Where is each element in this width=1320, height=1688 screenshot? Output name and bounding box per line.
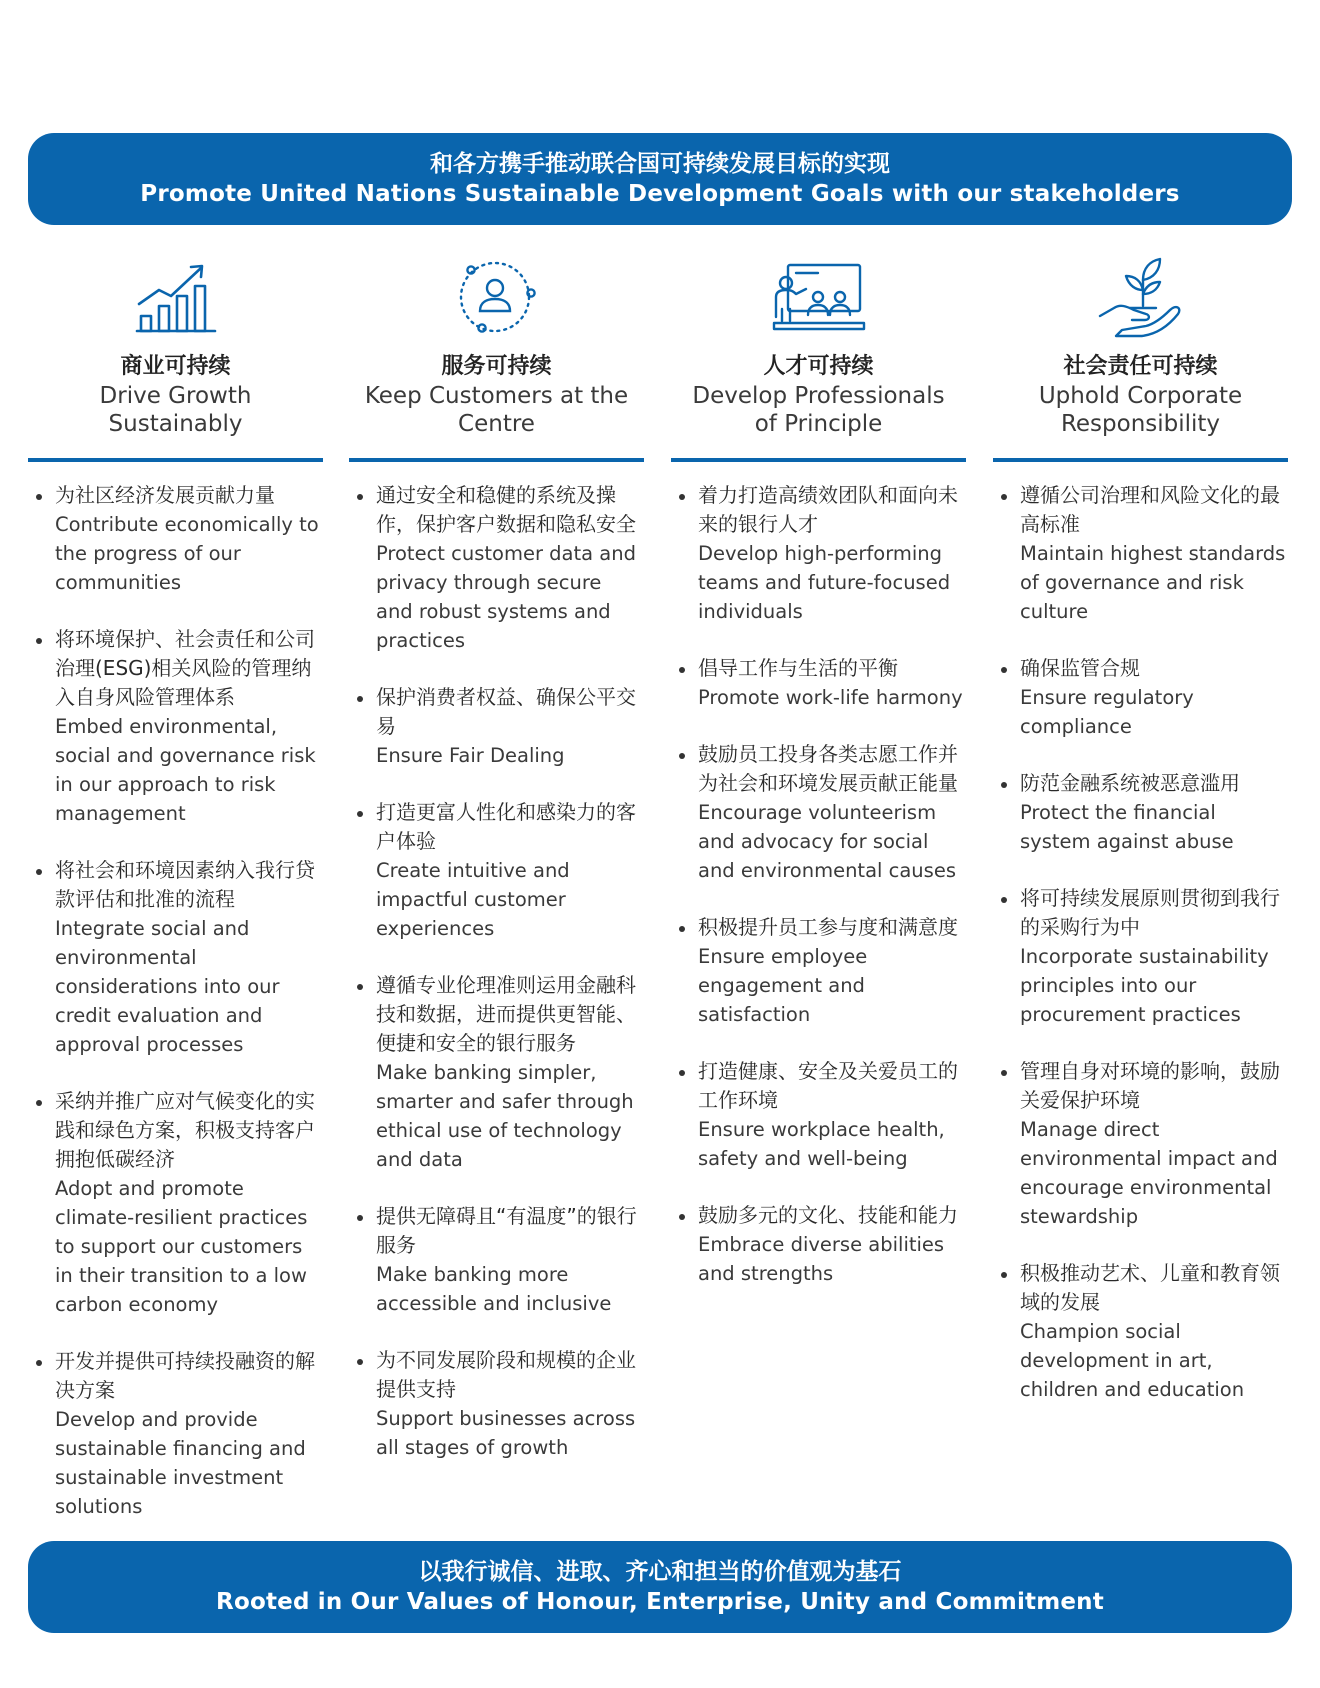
list-item (671, 913, 966, 1029)
item-text-zh: 积极推动艺术、儿童和教育领域的发展 (1020, 1261, 1280, 1314)
bullet-icon (36, 869, 42, 875)
item-text-zh: 鼓励多元的文化、技能和能力 (698, 1203, 958, 1227)
item-text-zh: 将社会和环境因素纳入我行贷款评估和批准的流程 (55, 858, 315, 911)
item-text-en: Make banking simpler, smarter and safer through ethical use of technology and data (376, 1061, 634, 1171)
item-text-zh: 积极提升员工参与度和满意度 (698, 915, 958, 939)
customer-centre-icon (455, 257, 539, 337)
top-banner-title-zh: 和各方携手推动联合国可持续发展目标的实现 (430, 151, 890, 177)
item-text-zh: 将环境保护、社会责任和公司治理(ESG)相关风险的管理纳入自身风险管理体系 (55, 627, 315, 709)
list-item (671, 1201, 966, 1288)
pillar-bullet-list (671, 481, 966, 1288)
item-text-en: Develop and provide sustainable financing and sustainable investment solutions (55, 1408, 306, 1518)
item-text-en: Protect the financial system against abuse (1020, 801, 1234, 853)
item-text-en: Embed environmental, social and governance risk in our approach to risk management (55, 715, 316, 825)
item-text-zh: 通过安全和稳健的系统及操作，保护客户数据和隐私安全 (376, 483, 636, 536)
bottom-banner-title-zh: 以我行诚信、进取、齐心和担当的价值观为基石 (418, 1559, 902, 1585)
list-item (28, 481, 323, 597)
pillar-title-en: Develop Professionals of Principle (692, 383, 945, 437)
item-text-zh: 开发并提供可持续投融资的解决方案 (55, 1349, 315, 1402)
list-item (993, 1057, 1288, 1231)
bullet-icon (357, 494, 363, 500)
pillar-bullet-list (993, 481, 1288, 1404)
growth-chart-icon (135, 260, 217, 334)
list-item (671, 654, 966, 712)
item-text-zh: 管理自身对环境的影响，鼓励关爱保护环境 (1020, 1059, 1280, 1112)
bullet-icon (679, 1070, 685, 1076)
item-text-en: Create intuitive and impactful customer experiences (376, 859, 570, 940)
bullet-icon (36, 638, 42, 644)
item-text-en: Champion social development in art, children and education (1020, 1320, 1245, 1401)
bullet-icon (36, 1100, 42, 1106)
item-text-zh: 确保监管合规 (1020, 656, 1140, 680)
list-item (28, 1347, 323, 1521)
list-item (671, 740, 966, 885)
list-item (349, 683, 644, 770)
item-text-en: Promote work-life harmony (698, 686, 963, 709)
item-text-zh: 倡导工作与生活的平衡 (698, 656, 898, 680)
item-text-zh: 采纳并推广应对气候变化的实践和绿色方案，积极支持客户拥抱低碳经济 (55, 1089, 315, 1171)
presentation-board-icon (772, 261, 866, 333)
pillar-title-en: Uphold Corporate Responsibility (1038, 383, 1243, 437)
item-text-zh: 鼓励员工投身各类志愿工作并为社会和环境发展贡献正能量 (698, 742, 958, 795)
pillar-title-en: Drive Growth Sustainably (99, 383, 252, 437)
bullet-icon (36, 1360, 42, 1366)
item-text-en: Encourage volunteerism and advocacy for social and environmental causes (698, 801, 956, 882)
pillar-title-zh: 社会责任可持续 (1063, 354, 1218, 379)
item-text-zh: 为社区经济发展贡献力量 (55, 483, 275, 507)
item-text-zh: 遵循公司治理和风险文化的最高标准 (1020, 483, 1280, 536)
list-item (28, 625, 323, 828)
bullet-icon (1001, 1070, 1007, 1076)
bullet-icon (1001, 667, 1007, 673)
item-text-zh: 提供无障碍且“有温度”的银行服务 (376, 1204, 637, 1257)
bullet-icon (679, 494, 685, 500)
pillar-title-zh: 商业可持续 (120, 354, 231, 379)
list-item (993, 481, 1288, 626)
list-item (349, 481, 644, 655)
bullet-icon (357, 811, 363, 817)
list-item (671, 481, 966, 626)
item-text-en: Ensure Fair Dealing (376, 744, 565, 767)
pillar-bullet-list (28, 481, 323, 1521)
bullet-icon (679, 1214, 685, 1220)
bullet-icon (679, 926, 685, 932)
pillar-title-en: Keep Customers at the Centre (364, 383, 629, 437)
item-text-en: Embrace diverse abilities and strengths (698, 1233, 945, 1285)
pillar-header (993, 248, 1288, 462)
item-text-en: Make banking more accessible and inclusive (376, 1263, 612, 1315)
bullet-icon (1001, 782, 1007, 788)
item-text-zh: 遵循专业伦理准则运用金融科技和数据，进而提供更智能、便捷和安全的银行服务 (376, 973, 636, 1055)
item-text-en: Integrate social and environmental considerations into our credit evaluation and approval processes (55, 917, 280, 1056)
item-text-zh: 将可持续发展原则贯彻到我行的采购行为中 (1020, 886, 1280, 939)
pillar-title-zh: 人才可持续 (763, 354, 874, 379)
bullet-icon (36, 494, 42, 500)
bullet-icon (679, 667, 685, 673)
top-banner (28, 133, 1292, 225)
bottom-banner (28, 1541, 1292, 1633)
list-item (671, 1057, 966, 1173)
pillars-section (28, 248, 1292, 1518)
list-item (349, 1202, 644, 1318)
bullet-icon (357, 1215, 363, 1221)
item-text-zh: 防范金融系统被恶意滥用 (1020, 771, 1240, 795)
pillar-drive-growth (28, 248, 323, 1549)
item-text-zh: 保护消费者权益、确保公平交易 (376, 685, 636, 738)
list-item (993, 1259, 1288, 1404)
item-text-en: Incorporate sustainability principles into our procurement practices (1020, 945, 1269, 1026)
item-text-en: Support businesses across all stages of growth (376, 1407, 636, 1459)
bottom-banner-title-en: Rooted in Our Values of Honour, Enterprise, Unity and Commitment (216, 1589, 1104, 1615)
list-item (993, 654, 1288, 741)
list-item (993, 769, 1288, 856)
item-text-en: Ensure regulatory compliance (1020, 686, 1194, 738)
list-item (28, 856, 323, 1059)
hand-plant-icon (1096, 256, 1186, 338)
item-text-en: Adopt and promote climate-resilient practices to support our customers in their transition to a low carbon economy (55, 1177, 308, 1316)
top-banner-title-en: Promote United Nations Sustainable Development Goals with our stakeholders (140, 181, 1180, 207)
list-item (349, 798, 644, 943)
item-text-zh: 打造更富人性化和感染力的客户体验 (376, 800, 636, 853)
pillar-header (671, 248, 966, 462)
item-text-zh: 打造健康、安全及关爱员工的工作环境 (698, 1059, 958, 1112)
item-text-en: Contribute economically to the progress of our communities (55, 513, 319, 594)
item-text-zh: 着力打造高绩效团队和面向未来的银行人才 (698, 483, 958, 536)
pillar-header (349, 248, 644, 462)
bullet-icon (357, 696, 363, 702)
pillar-corporate-responsibility (993, 248, 1288, 1432)
item-text-en: Protect customer data and privacy through secure and robust systems and practices (376, 542, 636, 652)
item-text-zh: 为不同发展阶段和规模的企业提供支持 (376, 1348, 636, 1401)
pillar-title-zh: 服务可持续 (441, 354, 552, 379)
item-text-en: Manage direct environmental impact and encourage environmental stewardship (1020, 1118, 1278, 1228)
bullet-icon (1001, 1272, 1007, 1278)
item-text-en: Maintain highest standards of governance and risk culture (1020, 542, 1286, 623)
list-item (349, 971, 644, 1174)
bullet-icon (357, 1359, 363, 1365)
list-item (993, 884, 1288, 1029)
list-item (28, 1087, 323, 1319)
bullet-icon (1001, 494, 1007, 500)
pillar-keep-customers (349, 248, 644, 1490)
list-item (349, 1346, 644, 1462)
bullet-icon (679, 753, 685, 759)
pillar-bullet-list (349, 481, 644, 1462)
item-text-en: Ensure employee engagement and satisfaction (698, 945, 868, 1026)
pillar-develop-professionals (671, 248, 966, 1316)
bullet-icon (357, 984, 363, 990)
bullet-icon (1001, 897, 1007, 903)
pillar-header (28, 248, 323, 462)
item-text-en: Ensure workplace health, safety and well-being (698, 1118, 945, 1170)
item-text-en: Develop high-performing teams and future-focused individuals (698, 542, 951, 623)
